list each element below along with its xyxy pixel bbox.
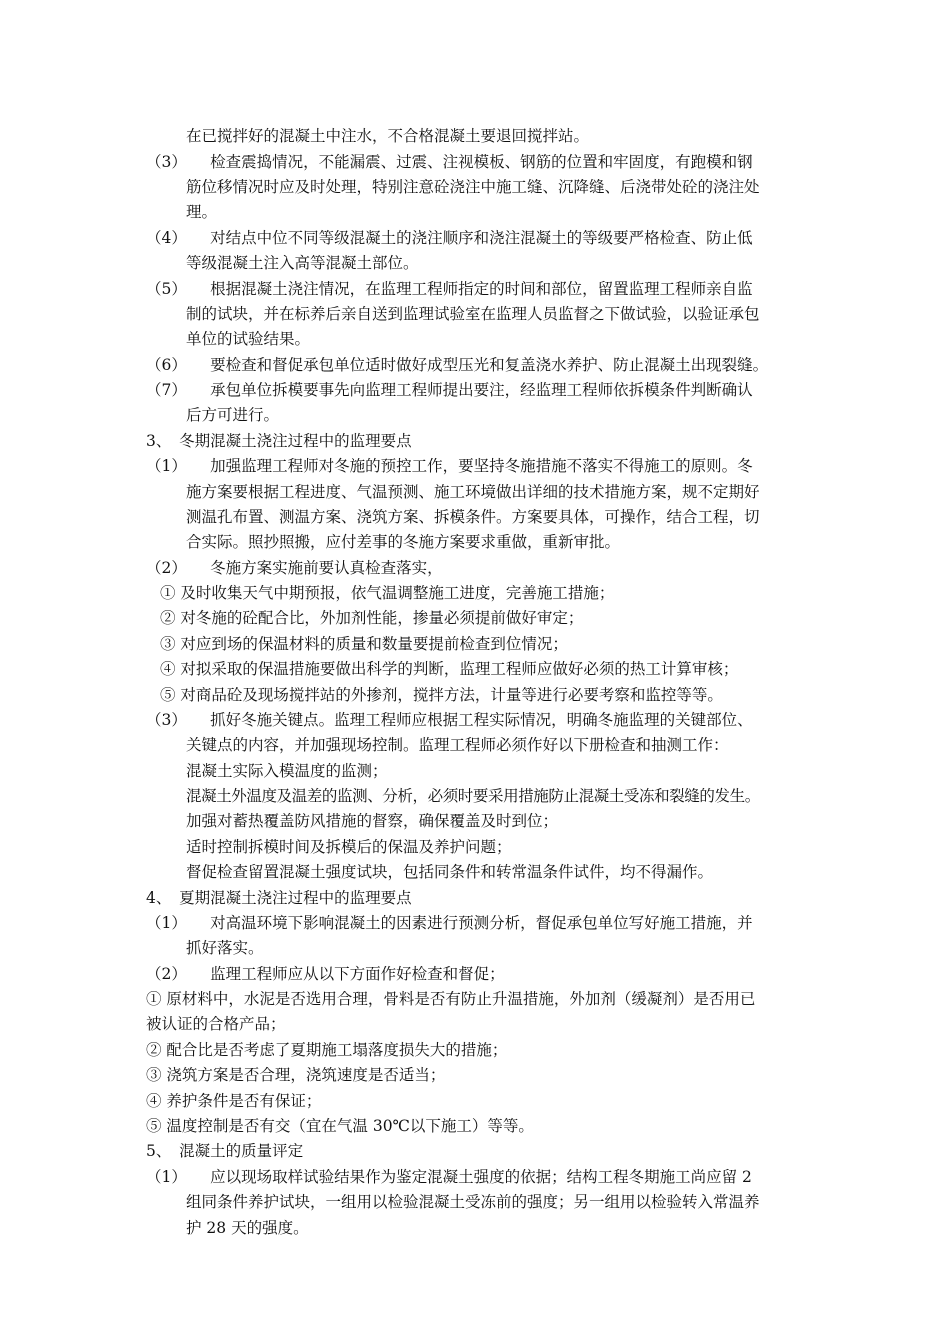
text-line: （5） 根据混凝土浇注情况，在监理工程师指定的时间和部位，留置监理工程师亲自监 bbox=[146, 280, 753, 298]
list-item: ① 原材料中，水泥是否选用合理，骨料是否有防止升温措施，外加剂（缓凝剂）是否用已 bbox=[146, 990, 756, 1008]
text-line: 筋位移情况时应及时处理，特别注意砼浇注中施工缝、沉降缝、后浇带处砼的浇注处 bbox=[186, 178, 760, 196]
text-line: （2） 监理工程师应从以下方面作好检查和督促； bbox=[146, 965, 505, 983]
list-item: ② 对冬施的砼配合比，外加剂性能，掺量必须提前做好审定； bbox=[160, 609, 584, 627]
text-line: 后方可进行。 bbox=[186, 406, 280, 424]
text-line: （4） 对结点中位不同等级混凝土的浇注顺序和浇注混凝土的等级要严格检查、防止低 bbox=[146, 229, 753, 247]
text-line: 等级混凝土注入高等混凝土部位。 bbox=[186, 254, 419, 272]
text-line: 测温孔布置、测温方案、浇筑方案、拆模条件。方案要具体，可操作，结合工程，切 bbox=[186, 508, 760, 526]
text-line: 抓好落实。 bbox=[186, 939, 264, 957]
text-line: 在已搅拌好的混凝土中注水，不合格混凝土要退回搅拌站。 bbox=[186, 127, 590, 145]
list-item: ④ 养护条件是否有保证； bbox=[146, 1092, 322, 1110]
text-line: 督促检查留置混凝土强度试块，包括同条件和转常温条件试件，均不得漏作。 bbox=[186, 863, 714, 881]
text-line: 加强对蓄热覆盖防风措施的督察，确保覆盖及时到位； bbox=[186, 812, 559, 830]
list-item: ③ 对应到场的保温材料的质量和数量要提前检查到位情况； bbox=[160, 635, 568, 653]
text-line: （1） 加强监理工程师对冬施的预控工作，要坚持冬施措施不落实不得施工的原则。冬 bbox=[146, 457, 753, 475]
list-item: ③ 浇筑方案是否合理，浇筑速度是否适当； bbox=[146, 1066, 446, 1084]
list-item: ① 及时收集天气中期预报，依气温调整施工进度，完善施工措施； bbox=[160, 584, 615, 602]
text-line: 单位的试验结果。 bbox=[186, 330, 311, 348]
text-line: 护 28 天的强度。 bbox=[186, 1219, 309, 1237]
text-line: 组同条件养护试块，一组用以检验混凝土受冻前的强度；另一组用以检验转入常温养 bbox=[186, 1193, 760, 1211]
list-item: ⑤ 对商品砼及现场搅拌站的外掺剂，搅拌方法，计量等进行必要考察和监控等等。 bbox=[160, 686, 723, 704]
section-heading: 5、 混凝土的质量评定 bbox=[146, 1142, 304, 1160]
text-line: （2） 冬施方案实施前要认真检查落实， bbox=[146, 559, 443, 577]
text-line: （3） 抓好冬施关键点。监理工程师应根据工程实际情况，明确冬施监理的关键部位、 bbox=[146, 711, 753, 729]
text-line: 混凝土外温度及温差的监测、分析，必须时要采用措施防止混凝土受冻和裂缝的发生。 bbox=[186, 787, 760, 805]
text-line: 制的试块，并在标养后亲自送到监理试验室在监理人员监督之下做试验，以验证承包 bbox=[186, 305, 760, 323]
section-heading: 4、 夏期混凝土浇注过程中的监理要点 bbox=[146, 889, 412, 907]
list-item: ④ 对拟采取的保温措施要做出科学的判断，监理工程师应做好必须的热工计算审核； bbox=[160, 660, 739, 678]
text-line: （1） 对高温环境下影响混凝土的因素进行预测分析，督促承包单位写好施工措施，并 bbox=[146, 914, 753, 932]
text-line: 混凝土实际入模温度的监测； bbox=[186, 762, 388, 780]
text-line: 施方案要根据工程进度、气温预测、施工环境做出详细的技术措施方案，规不定期好 bbox=[186, 483, 760, 501]
text-line: （7） 承包单位拆模要事先向监理工程师提出要注，经监理工程师依拆模条件判断确认 bbox=[146, 381, 753, 399]
text-line: 理。 bbox=[186, 203, 218, 221]
text-line: （1） 应以现场取样试验结果作为鉴定混凝土强度的依据；结构工程冬期施工尚应留 2 bbox=[146, 1168, 752, 1186]
list-item: ⑤ 温度控制是否有交（宜在气温 30℃以下施工）等等。 bbox=[146, 1117, 534, 1135]
text-line: 被认证的合格产品； bbox=[146, 1015, 286, 1033]
text-line: 关键点的内容，并加强现场控制。监理工程师必须作好以下册检查和抽测工作： bbox=[186, 736, 729, 754]
text-line: 适时控制拆模时间及拆模后的保温及养护问题； bbox=[186, 838, 512, 856]
text-line: 合实际。照抄照搬，应付差事的冬施方案要求重做，重新审批。 bbox=[186, 533, 621, 551]
text-line: （6） 要检查和督促承包单位适时做好成型压光和复盖浇水养护、防止混凝土出现裂缝。 bbox=[146, 356, 769, 374]
list-item: ② 配合比是否考虑了夏期施工塌落度损失大的措施； bbox=[146, 1041, 508, 1059]
section-heading: 3、 冬期混凝土浇注过程中的监理要点 bbox=[146, 432, 412, 450]
text-line: （3） 检查震捣情况，不能漏震、过震、注视模板、钢筋的位置和牢固度，有跑模和钢 bbox=[146, 153, 753, 171]
